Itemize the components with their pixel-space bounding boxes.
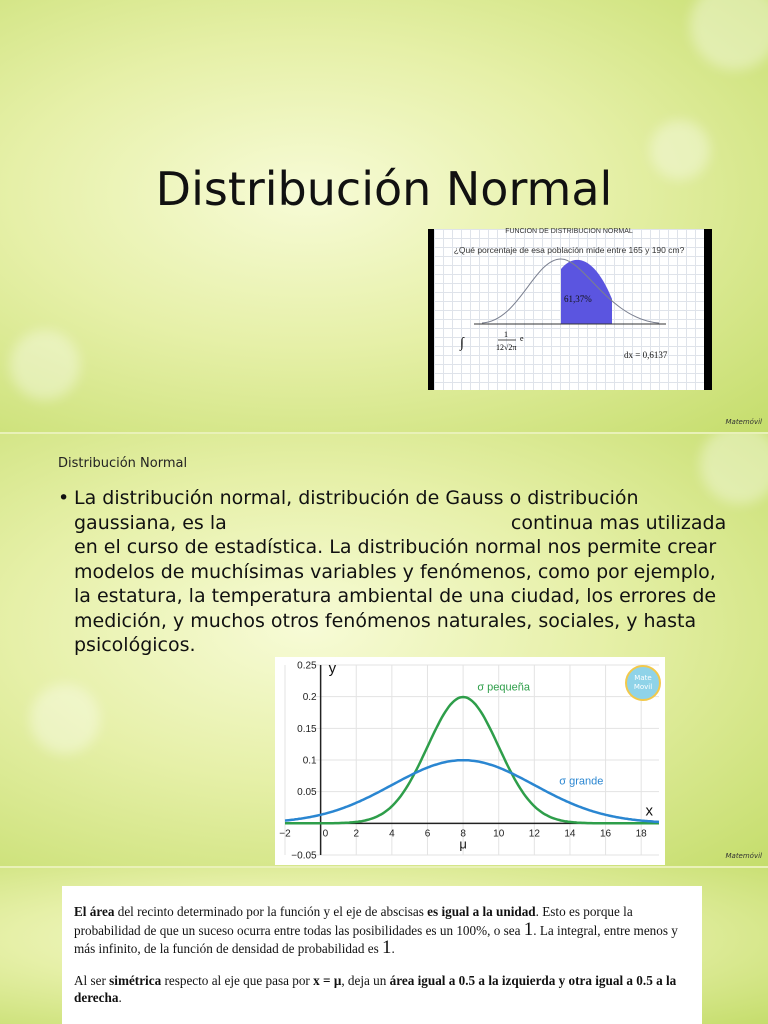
normal-distribution-screenshot: [428, 229, 712, 390]
properties-textbox: [62, 886, 702, 1024]
bullet-text-start: La distribución normal, distribución de Gauss o distribución gaussiana, es la: [74, 487, 639, 534]
normal-curves-chart: [275, 657, 665, 865]
x-axis-label: x: [645, 802, 653, 820]
y-tick-label: 0.1: [302, 755, 317, 767]
svg-text:∫: ∫: [460, 336, 464, 351]
x-tick-label: 0: [322, 828, 329, 840]
chart-svg: [275, 657, 665, 865]
x-tick-label: 8: [460, 828, 466, 840]
text-run: 1: [523, 918, 534, 940]
bold-run: x = μ: [313, 972, 342, 988]
slide-title: Distribución Normal: [155, 162, 613, 216]
text-run: . Esto es porque la probabilidad de que un suceso ocurra entre todas las posibilidades es un 100%, o sea: [74, 904, 633, 938]
bell-curve-figure: [434, 229, 704, 390]
bold-run: El área: [74, 904, 115, 919]
integral-result: dx = 0,6137: [624, 350, 668, 360]
svg-text:12√2π: 12√2π: [496, 343, 517, 352]
logo-text: Movil: [633, 683, 653, 691]
svg-text:1: 1: [504, 330, 508, 339]
slide-1: [0, 0, 768, 432]
text-run: .: [391, 941, 395, 956]
text-run: , deja un: [341, 972, 390, 988]
series-label: σ grande: [559, 775, 604, 788]
x-tick-label: 16: [600, 828, 612, 840]
svg-text:e: e: [520, 334, 524, 343]
x-tick-label: 18: [635, 828, 647, 840]
x-tick-label: 2: [353, 828, 360, 840]
slide-3: [0, 868, 768, 1024]
mean-label: μ: [459, 836, 467, 852]
brand-watermark: Matemóvil: [725, 418, 762, 426]
bullet-paragraph: [58, 486, 738, 658]
bold-run: área igual a 0.5 a la izquierda y otra igual a 0.5 a la derecha: [74, 972, 677, 1005]
text-run: respecto al eje que pasa por: [161, 972, 314, 988]
text-run: . La integral, entre menos y más infinito, de la función de densidad de probabilidad es: [74, 922, 678, 956]
bold-run: simétrica: [109, 972, 162, 988]
bullet-dot: •: [58, 487, 70, 509]
x-tick-label: 4: [389, 828, 395, 840]
x-tick-label: 6: [424, 828, 431, 840]
y-tick-label: 0.2: [302, 692, 317, 704]
text-run: .: [118, 990, 122, 1005]
shaded-area: [561, 260, 612, 324]
slide-2: [0, 434, 768, 866]
area-paragraph: [62, 903, 702, 958]
x-tick-label: 10: [493, 828, 505, 840]
screenshot-caption: FUNCION DE DISTRIBUCION NORMAL: [505, 228, 633, 235]
y-axis-label: y: [328, 660, 337, 677]
y-tick-label: 0.15: [297, 723, 317, 735]
screenshot-question: ¿Qué porcentaje de esa población mide entre 165 y 190 cm?: [453, 245, 685, 255]
series-label: σ pequeña: [477, 681, 531, 694]
series-line: [285, 760, 659, 822]
symmetry-paragraph: [62, 972, 702, 1007]
x-tick-label: −2: [279, 828, 291, 840]
y-tick-label: 0.25: [297, 660, 317, 672]
bold-run: es igual a la unidad: [427, 904, 536, 919]
x-tick-label: 12: [528, 828, 540, 840]
x-tick-label: 14: [564, 828, 576, 840]
text-run: 1: [382, 937, 392, 958]
text-run: del recinto determinado por la función y el eje de abscisas: [114, 904, 428, 919]
bullet-text-rest: continua mas utilizada en el curso de estadística. La distribución normal nos permite crear modelos de muchísimas variables y fenómenos, como por ejemplo, la estatura, la temperatura ambiental de una ciudad, los errores de medición, y muchos otros fenómenos naturales, sociales, y hasta psicológicos.: [74, 511, 727, 656]
y-tick-label: −0.05: [291, 850, 317, 862]
brand-watermark: Matemóvil: [725, 852, 762, 860]
shaded-percent: 61,37%: [564, 294, 592, 304]
y-tick-label: 0.05: [297, 787, 317, 799]
text-run: Al ser: [74, 972, 110, 988]
logo-text: Mate: [634, 674, 652, 682]
slide-heading: Distribución Normal: [58, 456, 188, 471]
